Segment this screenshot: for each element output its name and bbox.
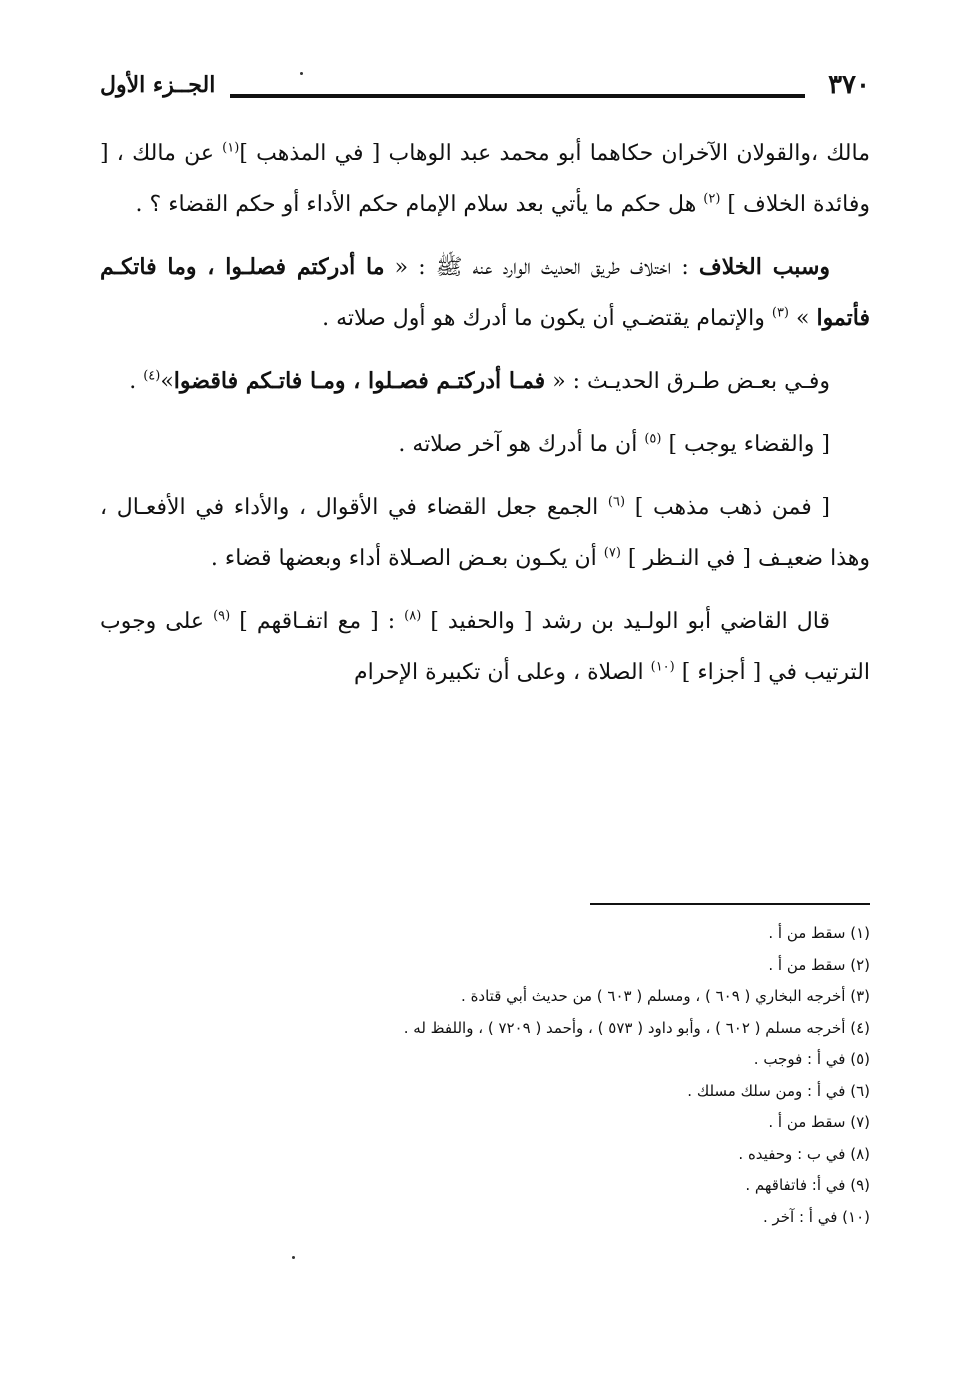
footnote-ref[interactable]: (١)	[222, 140, 240, 156]
footnote-ref[interactable]: (٨)	[404, 608, 422, 624]
hadith-quote: فمـا أدركتـم فصـلوا ، ومـا فاتـكم فاقضوا	[173, 368, 546, 394]
paragraph	[100, 356, 870, 407]
text-run: والإتمام يقتضـي أن يكون ما أدرك هو أول صلاته .	[322, 306, 772, 331]
scan-speck	[300, 72, 303, 75]
footnote-5: (٥) في أ : فوجب .	[753, 1050, 870, 1068]
footnote-8: (٨) في ب : وحفيده .	[738, 1144, 870, 1163]
main-text	[100, 128, 870, 710]
text-run: [ فمن ذهب مذهب ]	[625, 495, 831, 520]
footnote-4: (٤) أخرجه مسلم ( ٦٠٢ ) ، وأبو داود ( ٥٧٣ ) ، وأحمد ( ٧٢٠٩ ) ، واللفظ له .	[403, 1018, 870, 1037]
text-run: .	[129, 369, 144, 394]
text-run: أن يكـون بعـض الصـلاة أداء وبعضها قضاء .	[210, 546, 604, 571]
header-rule	[230, 94, 805, 98]
footnote-1: (١) سقط من أ .	[768, 924, 870, 942]
footnote-ref[interactable]: (١٠)	[650, 659, 675, 675]
footnote-ref[interactable]: (٤)	[143, 368, 161, 384]
footnote-separator	[590, 903, 870, 905]
paragraph	[100, 242, 870, 344]
running-title: الجــزء الأول	[100, 72, 216, 98]
footnote-6: (٦) في أ : ومن سلك مسلك .	[687, 1081, 870, 1100]
text-run: مالك ،والقولان الآخران حكاهما أبو محمد عبد الوهاب [ في المذهب ]	[239, 141, 871, 166]
footnote-7: (٧) سقط من أ .	[768, 1113, 870, 1131]
page-number: ٣٧٠	[828, 70, 870, 100]
footnotes	[100, 918, 870, 1233]
text-run: »	[160, 369, 174, 394]
footnote-ref[interactable]: (٧)	[603, 545, 621, 561]
text-run: عن مالك ، [ وفائدة الخلاف ]	[100, 141, 870, 217]
footnote-10: (١٠) في أ : آخر .	[762, 1207, 870, 1226]
scan-speck	[292, 1256, 295, 1259]
text-run: الصلاة ، وعلى أن تكبيرة الإحرام	[354, 660, 651, 685]
text-run: على وجوب الترتيب في [ أجزاء ]	[100, 609, 870, 685]
footnote-ref[interactable]: (٢)	[703, 191, 721, 207]
footnote-2: (٢) سقط من أ .	[768, 955, 870, 974]
text-run: قال القاضي أبو الولـيد بن رشد [ والحفيد ]	[421, 609, 830, 634]
text-run: [ والقضاء يوجب ]	[661, 432, 830, 457]
footnote-ref[interactable]: (٥)	[644, 431, 662, 447]
text-run: هل حكم ما يأتي بعد سلام الإمام حكم الأداء أو حكم القضاء ؟ .	[135, 192, 704, 217]
bold-term: وسبب الخلاف	[698, 254, 830, 280]
paragraph	[100, 482, 870, 584]
text-run: وفـي بعـض طـرق الحديـث : «	[545, 369, 830, 394]
text-run: : [ مع اتفـاقهم ]	[230, 609, 405, 634]
text-run: الجمع جعل القضاء في الأقوال ، والأداء في الأفعـال ، وهذا ضعيـف [ في النـظر ]	[100, 495, 870, 571]
paragraph	[100, 128, 870, 230]
footnote-ref[interactable]: (٦)	[607, 494, 626, 510]
text-run: أن ما أدرك هو آخر صلاته .	[398, 432, 645, 457]
text-run: : اختلاف طريق الحديث الوارد عنه ﷺ : «	[384, 255, 699, 280]
paragraph	[100, 419, 870, 470]
footnote-ref[interactable]: (٩)	[213, 608, 231, 624]
footnote-ref[interactable]: (٣)	[771, 305, 789, 321]
footnote-3: (٣) أخرجه البخاري ( ٦٠٩ ) ، ومسلم ( ٦٠٣ ) من حديث أبي قتادة .	[461, 987, 870, 1005]
footnote-9: (٩) في أ: فاتفاقهم .	[745, 1176, 870, 1194]
hadith-quote: ما أدركتم فصلـوا ، وما فاتكـم فأتموا	[100, 254, 870, 331]
text-run: »	[789, 306, 817, 331]
page-header	[100, 66, 870, 110]
paragraph	[100, 596, 870, 698]
